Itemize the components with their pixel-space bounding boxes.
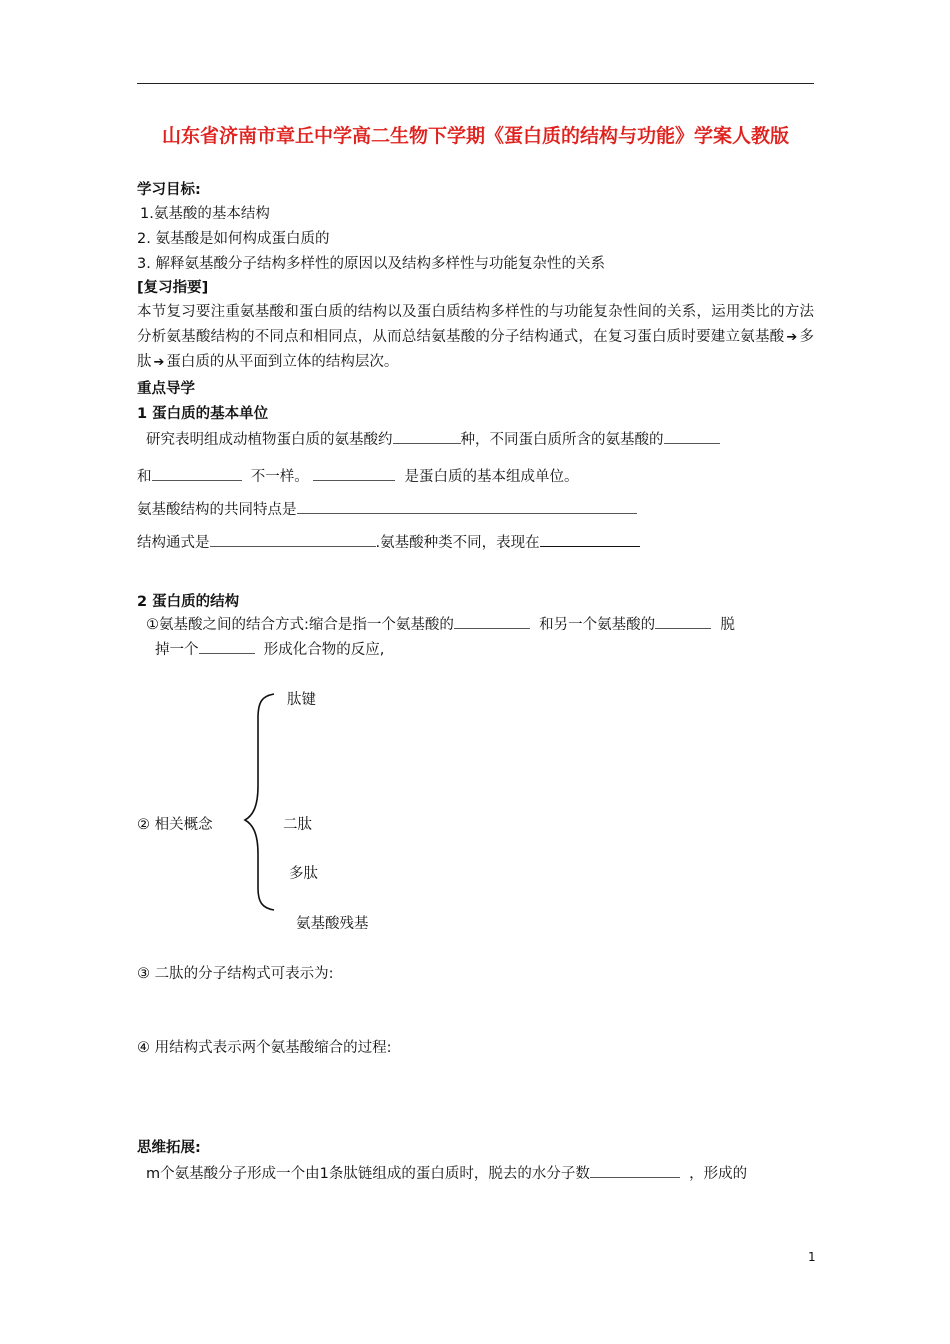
section2-item4: ④ 用结构式表示两个氨基酸缩合的过程: bbox=[137, 1040, 392, 1056]
blank-molecule[interactable] bbox=[199, 639, 255, 654]
section2-item1-text-a: ①氨基酸之间的结合方式:缩合是指一个氨基酸的 bbox=[146, 617, 454, 633]
section1-line1-text-a: 研究表明组成动植物蛋白质的氨基酸约 bbox=[146, 432, 393, 448]
objective-item-2: 2. 氨基酸是如何构成蛋白质的 bbox=[137, 231, 330, 247]
blank-group-2[interactable] bbox=[655, 614, 711, 629]
blank-water-count[interactable] bbox=[590, 1163, 680, 1178]
review-paragraph bbox=[137, 300, 814, 375]
extension-text-b: ，形成的 bbox=[689, 1166, 748, 1182]
objective-item-3: 3. 解释氨基酸分子结构多样性的原因以及结构多样性与功能复杂性的关系 bbox=[137, 256, 605, 272]
section1-line4-text-a: 结构通式是 bbox=[137, 535, 210, 551]
blank-common-feature[interactable] bbox=[297, 499, 637, 514]
blank-amino-count[interactable] bbox=[393, 429, 461, 444]
section2-item1-line2 bbox=[155, 638, 384, 659]
concept-dipeptide: 二肽 bbox=[283, 817, 312, 833]
section2-heading: 2 蛋白质的结构 bbox=[137, 594, 240, 610]
objectives-heading: 学习目标: bbox=[137, 182, 201, 198]
page-title: 山东省济南市章丘中学高二生物下学期《蛋白质的结构与功能》学案人教版 bbox=[161, 125, 789, 147]
section2-item1-line1 bbox=[146, 613, 735, 634]
section1-line3 bbox=[137, 498, 637, 519]
blank-basic-unit[interactable] bbox=[313, 466, 395, 481]
review-text-main: 本节复习要注重氨基酸和蛋白质的结构以及蛋白质结构多样性的与功能复杂性间的关系，运用类比的方法分析氨基酸结构的不同点和相同点，从而总结氨基酸的分子结构通式，在复习蛋白质时要建立氨基酸 bbox=[137, 304, 814, 345]
extension-text bbox=[146, 1162, 747, 1183]
section2-item2-label: ② 相关概念 bbox=[137, 817, 213, 833]
objective-item-1: 1.氨基酸的基本结构 bbox=[140, 206, 270, 222]
guide-heading: 重点导学 bbox=[137, 381, 195, 397]
concept-peptide-bond: 肽键 bbox=[287, 692, 316, 708]
page-number: 1 bbox=[808, 1250, 816, 1264]
section1-line2-text-c: 是蛋白质的基本组成单位。 bbox=[404, 469, 579, 485]
extension-heading: 思维拓展: bbox=[137, 1140, 201, 1156]
section1-line2-text-a: 和 bbox=[137, 469, 152, 485]
section2-item1-text-d: 掉一个 bbox=[155, 642, 199, 658]
review-text-mid: 多肽 bbox=[137, 329, 815, 370]
concept-amino-residue: 氨基酸残基 bbox=[296, 916, 369, 932]
section1-line3-text: 氨基酸结构的共同特点是 bbox=[137, 502, 297, 518]
section1-line1 bbox=[146, 428, 720, 449]
section2-item1-text-b: 和另一个氨基酸的 bbox=[539, 617, 656, 633]
section1-heading: 1 蛋白质的基本单位 bbox=[137, 406, 269, 422]
section1-line1-text-b: 种，不同蛋白质所含的氨基酸的 bbox=[460, 432, 664, 448]
blank-amino-aspect-1[interactable] bbox=[664, 429, 720, 444]
review-text-end: 蛋白质的从平面到立体的结构层次。 bbox=[166, 354, 399, 370]
blank-type-difference[interactable] bbox=[540, 532, 640, 547]
concept-polypeptide: 多肽 bbox=[289, 866, 318, 882]
brace-icon bbox=[240, 690, 280, 912]
section2-item1-text-c: 脱 bbox=[720, 617, 735, 633]
arrow-right-icon: ➔ bbox=[153, 355, 165, 370]
extension-text-a: m个氨基酸分子形成一个由1条肽链组成的蛋白质时，脱去的水分子数 bbox=[146, 1166, 590, 1182]
section1-line2 bbox=[137, 465, 579, 486]
section2-item3: ③ 二肽的分子结构式可表示为: bbox=[137, 966, 334, 982]
section1-line4 bbox=[137, 531, 640, 552]
review-heading: [复习指要] bbox=[137, 280, 209, 296]
section1-line2-text-b: 不一样。 bbox=[250, 469, 309, 485]
header-rule bbox=[137, 83, 814, 84]
section1-line4-text-b: .氨基酸种类不同，表现在 bbox=[375, 535, 540, 551]
blank-general-formula[interactable] bbox=[210, 532, 376, 547]
blank-group-1[interactable] bbox=[454, 614, 530, 629]
blank-amino-aspect-2[interactable] bbox=[152, 466, 242, 481]
arrow-right-icon: ➔ bbox=[786, 330, 798, 345]
section2-item1-text-e: 形成化合物的反应, bbox=[263, 642, 385, 658]
